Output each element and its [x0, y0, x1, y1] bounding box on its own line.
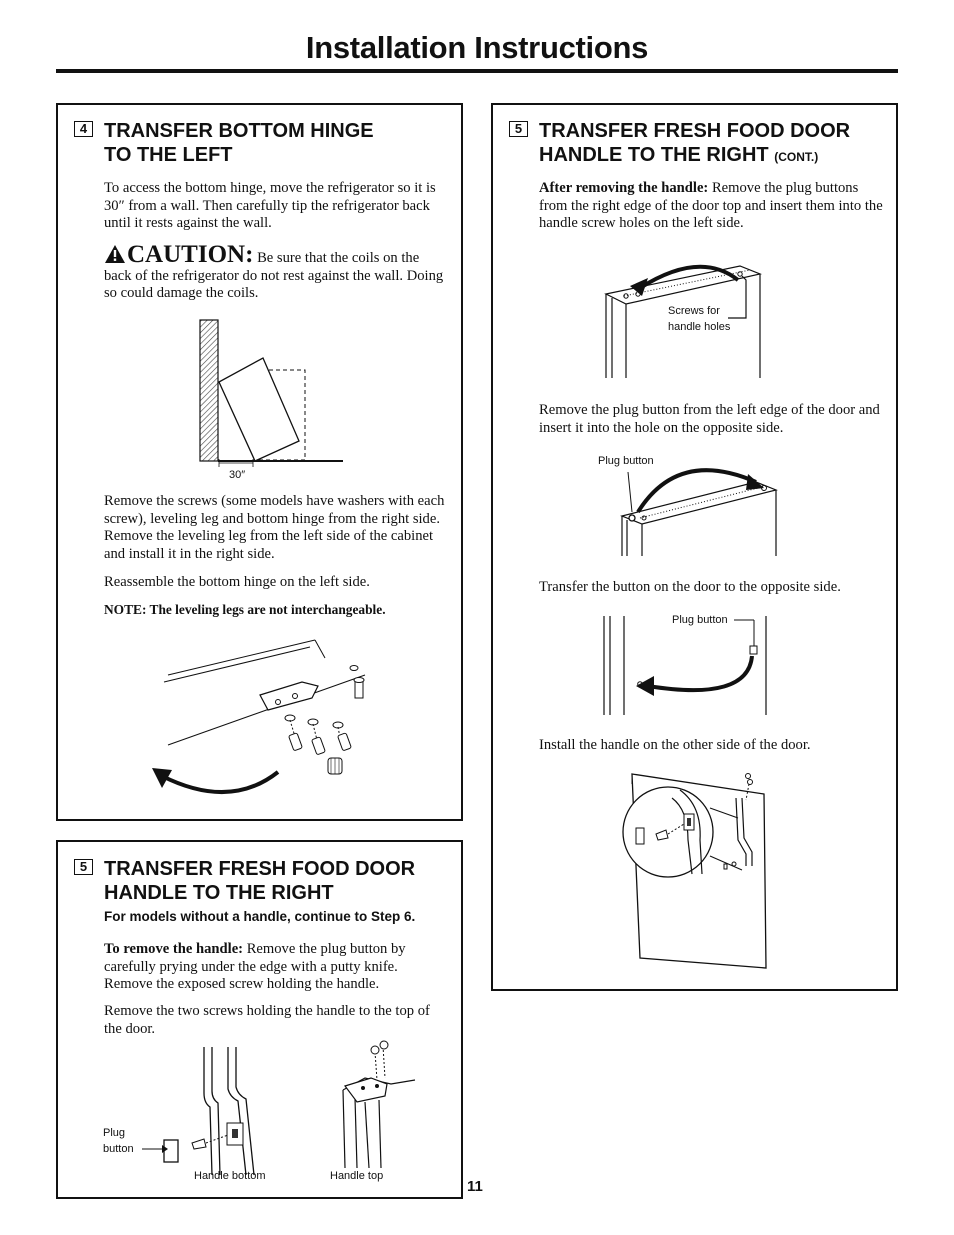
- step4-heading-line2: TO THE LEFT: [104, 144, 233, 166]
- caution-block: [104, 241, 444, 303]
- plug-button-label: [103, 1125, 134, 1157]
- step5b-heading: [539, 119, 891, 169]
- warning-icon: [104, 244, 126, 264]
- plug-button-label-2: Plug button: [672, 614, 728, 626]
- step5a-heading-line1: TRANSFER FRESH FOOD DOOR: [104, 858, 416, 880]
- handle-bottom-diagram: [150, 1045, 270, 1175]
- tip-back-diagram: [195, 315, 355, 485]
- step4-number: 4: [74, 121, 93, 137]
- door-top-plug-diagram: [618, 468, 788, 578]
- page-title: Installation Instructions: [305, 30, 649, 65]
- step5b-number: 5: [509, 121, 528, 137]
- screws-label-line1: Screws for: [668, 305, 720, 317]
- step4-heading-line1: TRANSFER BOTTOM HINGE: [104, 120, 374, 142]
- step5b-p1-lead: After removing the handle:: [539, 180, 709, 196]
- step5a-paragraph-2: Remove the two screws holding the handle to the top of the door.: [104, 1003, 430, 1037]
- handle-top-diagram: [335, 1040, 425, 1170]
- step5a-paragraph-1: [104, 941, 440, 994]
- step5b-paragraph-2: Remove the plug button from the left edge of the door and insert it into the hole on the opposite side.: [539, 402, 880, 436]
- step5a-heading: [104, 857, 454, 905]
- step5b-paragraph-4: Install the handle on the other side of the door.: [539, 737, 811, 753]
- step5a-subnote: For models without a handle, continue to Step 6.: [104, 909, 416, 924]
- step4-paragraph-3: Reassemble the bottom hinge on the left side.: [104, 574, 370, 590]
- install-handle-diagram: [628, 770, 778, 970]
- step5b-paragraph-1: [539, 180, 884, 233]
- step5b-heading-line1: TRANSFER FRESH FOOD DOOR: [539, 120, 851, 142]
- step5b-p1-text: Remove the plug buttons from the right edge of the door top and insert them into the handle screw holes on the left side.: [539, 180, 883, 232]
- step5b-heading-line2: HANDLE TO THE RIGHT: [539, 144, 769, 166]
- step5a-p1-text: Remove the plug button by carefully prying under the edge with a putty knife. Remove the exposed screw holding the handle.: [104, 941, 406, 993]
- plug-button-label-line2: button: [103, 1143, 134, 1155]
- step5b-paragraph-3: Transfer the button on the door to the opposite side.: [539, 579, 841, 595]
- caution-text: Be sure that the coils on the back of the refrigerator do not rest against the wall. Doing so could damage the coils.: [104, 250, 444, 302]
- step4-paragraph-1: To access the bottom hinge, move the refrigerator so it is 30″ from a wall. Then carefully tip the refrigerator back until it rests against the wall.: [104, 180, 436, 232]
- plug-button-label-1: Plug button: [598, 455, 654, 467]
- step5a-number: 5: [74, 859, 93, 875]
- screws-label-line2: handle holes: [668, 321, 731, 333]
- plug-button-label-line1: Plug: [103, 1127, 126, 1139]
- step5b-heading-cont: (CONT.): [774, 150, 819, 164]
- dimension-30-label: 30″: [229, 469, 246, 481]
- caution-label: CAUTION:: [127, 241, 254, 268]
- page-number: 11: [467, 1178, 483, 1195]
- step4-heading: [104, 119, 454, 167]
- step5a-heading-line2: HANDLE TO THE RIGHT: [104, 882, 334, 904]
- handle-bottom-label: Handle bottom: [194, 1170, 266, 1182]
- step5a-p1-lead: To remove the handle:: [104, 941, 244, 957]
- screws-label: [668, 303, 730, 335]
- bottom-hinge-diagram: [150, 630, 430, 810]
- handle-top-label: Handle top: [330, 1170, 384, 1182]
- step4-note: NOTE: The leveling legs are not interchangeable.: [104, 602, 386, 617]
- step4-paragraph-2: Remove the screws (some models have washers with each screw), leveling leg and bottom hinge from the right side. Remove the leveling leg from the left side of the cabinet and install it in the right side.: [104, 493, 445, 562]
- title-rule: [56, 69, 898, 73]
